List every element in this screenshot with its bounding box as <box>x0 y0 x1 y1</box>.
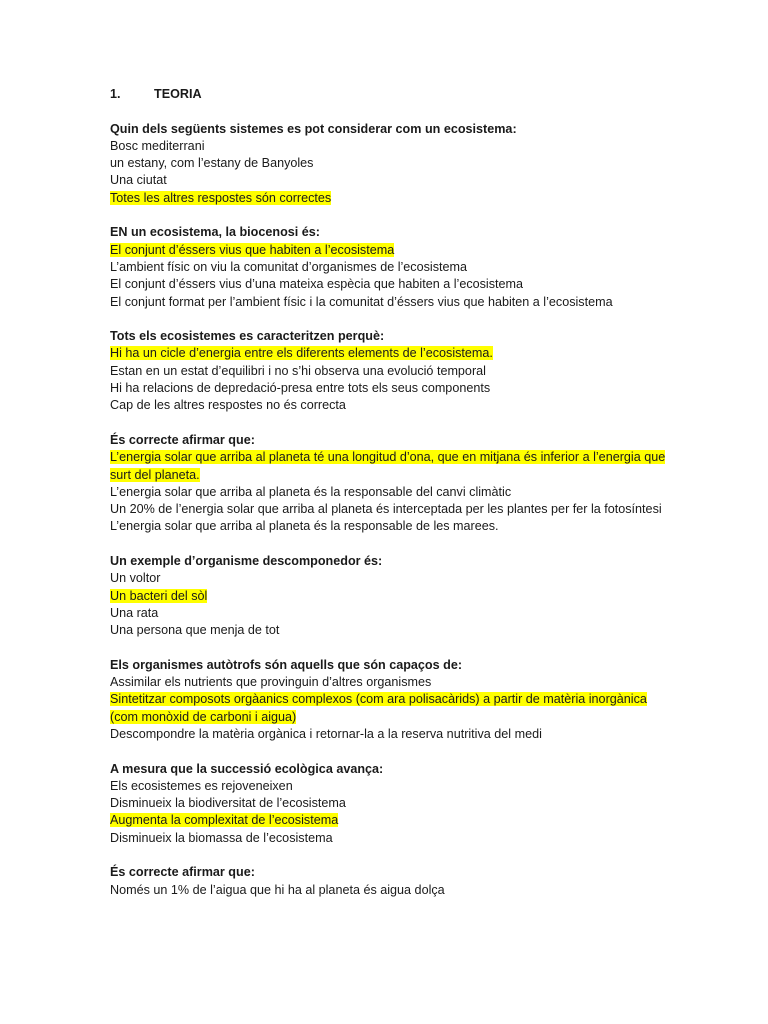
question-text: EN un ecosistema, la biocenosi és: <box>110 225 320 240</box>
option-text: Totes les altres respostes són correctes <box>110 190 332 205</box>
option-text: El conjunt format per l’ambient físic i la comunitat d’éssers vius que habiten a l’ecosistema <box>110 294 613 309</box>
option-text: Una persona que menja de tot <box>110 623 280 638</box>
answer-option <box>110 380 670 397</box>
answer-option <box>110 605 670 622</box>
option-text: Un bacteri del sòl <box>110 588 208 603</box>
question-block <box>110 657 670 743</box>
option-text: El conjunt d’éssers vius que habiten a l’ecosistema <box>110 242 395 257</box>
option-text: Bosc mediterrani <box>110 138 205 153</box>
answer-option <box>110 882 670 899</box>
question-block <box>110 432 670 536</box>
answer-option-highlighted <box>110 812 670 829</box>
option-text: Sintetitzar composots orgàanics complexos (com ara polisacàrids) a partir de matèria inorgànica (com monòxid de carboni i aigua) <box>110 692 647 724</box>
answer-option <box>110 276 670 293</box>
option-text: L’ambient físic on viu la comunitat d’organismes de l’ecosistema <box>110 259 467 274</box>
option-text: Un 20% de l’energia solar que arriba al planeta és interceptada per les plantes per fer la fotosíntesi <box>110 502 662 517</box>
answer-option-highlighted <box>110 449 670 484</box>
answer-option <box>110 726 670 743</box>
question-block <box>110 761 670 847</box>
answer-option <box>110 484 670 501</box>
option-text: Una ciutat <box>110 173 167 188</box>
question-block <box>110 328 670 414</box>
answer-option <box>110 622 670 639</box>
answer-option <box>110 363 670 380</box>
question-text: Els organismes autòtrofs són aquells que són capaços de: <box>110 657 463 672</box>
option-text: Augmenta la complexitat de l’ecosistema <box>110 813 339 828</box>
answer-option-highlighted <box>110 345 670 362</box>
answer-option <box>110 830 670 847</box>
option-text: Assimilar els nutrients que provinguin d’altres organismes <box>110 675 432 690</box>
answer-option <box>110 518 670 535</box>
question-text: És correcte afirmar que: <box>110 432 255 447</box>
question-block <box>110 553 670 639</box>
answer-option <box>110 172 670 189</box>
answer-option <box>110 259 670 276</box>
answer-option <box>110 294 670 311</box>
answer-option-highlighted <box>110 691 670 726</box>
answer-option <box>110 570 670 587</box>
option-text: Disminueix la biomassa de l’ecosistema <box>110 830 333 845</box>
answer-option <box>110 155 670 172</box>
question-text: Quin dels següents sistemes es pot considerar com un ecosistema: <box>110 121 517 136</box>
answer-option <box>110 795 670 812</box>
section-number: 1. <box>110 87 121 101</box>
question-block <box>110 864 670 899</box>
question-block <box>110 121 670 207</box>
answer-option-highlighted <box>110 190 670 207</box>
question-list <box>110 121 670 899</box>
option-text: Només un 1% de l’aigua que hi ha al planeta és aigua dolça <box>110 882 445 897</box>
option-text: Hi ha un cicle d’energia entre els diferents elements de l’ecosistema. <box>110 346 493 361</box>
option-text: Cap de les altres respostes no és correcta <box>110 398 346 413</box>
answer-option <box>110 397 670 414</box>
option-text: L’energia solar que arriba al planeta té una longitud d’ona, que en mitjana és inferior a l’energia que surt del planeta. <box>110 450 666 482</box>
option-text: Descompondre la matèria orgànica i retornar-la a la reserva nutritiva del medi <box>110 726 542 741</box>
option-text: L’energia solar que arriba al planeta és la responsable de les marees. <box>110 519 499 534</box>
answer-option-highlighted <box>110 242 670 259</box>
option-text: Disminueix la biodiversitat de l’ecosistema <box>110 796 346 811</box>
answer-option <box>110 778 670 795</box>
answer-option <box>110 138 670 155</box>
answer-option <box>110 674 670 691</box>
answer-option <box>110 501 670 518</box>
question-block <box>110 224 670 310</box>
question-text: És correcte afirmar que: <box>110 865 255 880</box>
answer-option-highlighted <box>110 588 670 605</box>
option-text: Els ecosistemes es rejoveneixen <box>110 778 293 793</box>
document-page <box>110 86 670 916</box>
option-text: Una rata <box>110 605 159 620</box>
question-text: Un exemple d’organisme descomponedor és: <box>110 554 383 569</box>
option-text: un estany, com l’estany de Banyoles <box>110 156 314 171</box>
question-text: A mesura que la successió ecològica avança: <box>110 761 384 776</box>
option-text: Hi ha relacions de depredació-presa entre tots els seus components <box>110 381 491 396</box>
section-heading <box>110 86 670 103</box>
option-text: Un voltor <box>110 571 161 586</box>
question-text: Tots els ecosistemes es caracteritzen perquè: <box>110 329 385 344</box>
option-text: El conjunt d’éssers vius d’una mateixa espècia que habiten a l’ecosistema <box>110 277 524 292</box>
section-title: TEORIA <box>154 87 202 101</box>
option-text: L’energia solar que arriba al planeta és la responsable del canvi climàtic <box>110 484 512 499</box>
option-text: Estan en un estat d’equilibri i no s’hi observa una evolució temporal <box>110 363 486 378</box>
